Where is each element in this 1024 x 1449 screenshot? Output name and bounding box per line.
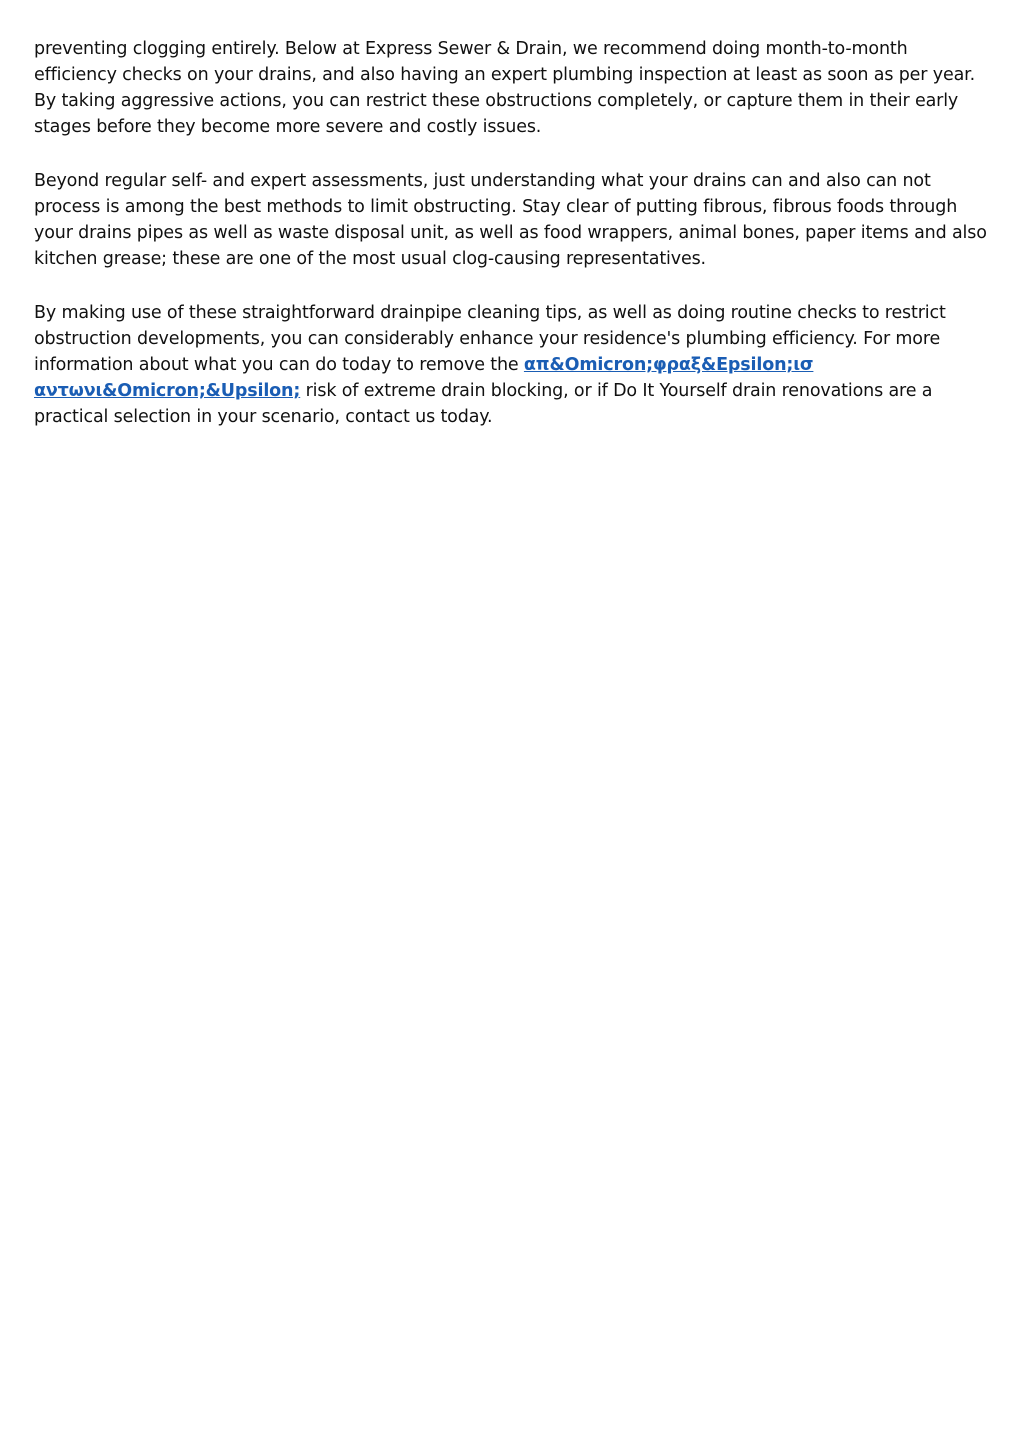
- document-page: [34, 36, 992, 458]
- paragraph-3-text-before-link: By making use of these straightforward drainpipe cleaning tips, as well as doing routine checks to restrict obstruction developments, you can considerably enhance your residence's plumbing efficiency. For more information about what you can do today to remove the: [34, 303, 946, 375]
- greek-keyword-link[interactable]: απ&Omicron;φραξ&Epsilon;ισ αντωνι&Omicron;&Upsilon;: [34, 355, 814, 401]
- paragraph-1: preventing clogging entirely. Below at Express Sewer & Drain, we recommend doing month-to-month efficiency checks on your drains, and also having an expert plumbing inspection at least as soon as per year. By taking aggressive actions, you can restrict these obstructions completely, or capture them in their early stages before they become more severe and costly issues.: [34, 39, 975, 137]
- paragraph-3: [34, 300, 992, 430]
- paragraph-2: Beyond regular self- and expert assessments, just understanding what your drains can and also can not process is among the best methods to limit obstructing. Stay clear of putting fibrous, fibrous foods through your drains pipes as well as waste disposal unit, as well as food wrappers, animal bones, paper items and also kitchen grease; these are one of the most usual clog-causing representatives.: [34, 171, 987, 269]
- paragraph-3-text-after-link: risk of extreme drain blocking, or if Do It Yourself drain renovations are a practical selection in your scenario, contact us today.: [34, 381, 933, 427]
